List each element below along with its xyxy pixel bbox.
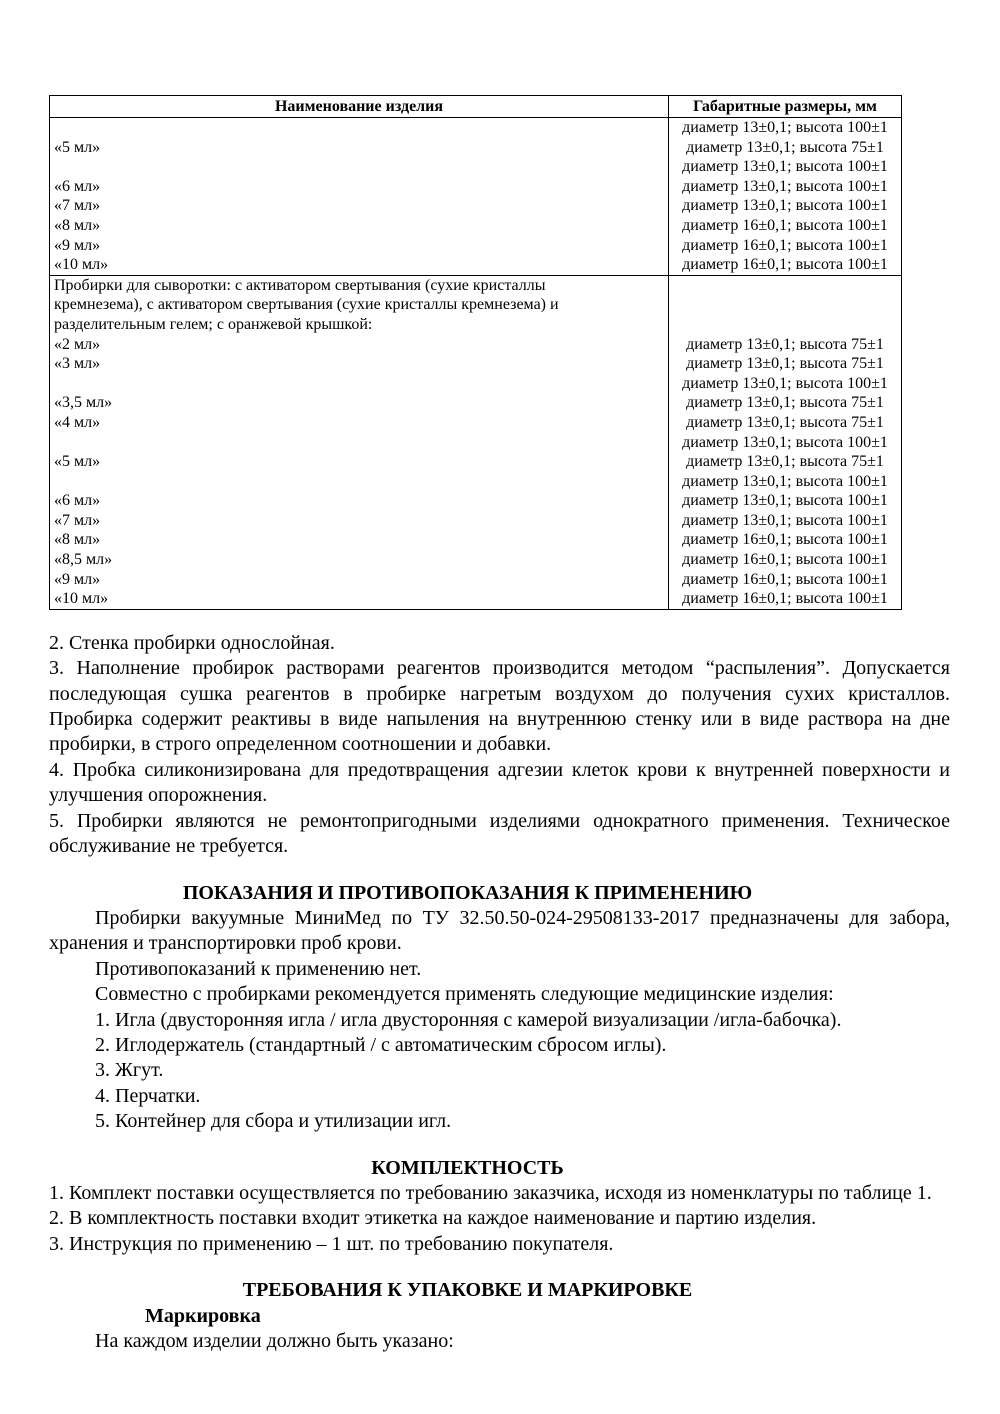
completeness-heading: КОМПЛЕКТНОСТЬ — [371, 1156, 564, 1179]
product-size: диаметр 13±0,1; высота 75±1 — [686, 394, 884, 412]
product-name: «3,5 мл» — [54, 394, 113, 412]
product-size: диаметр 16±0,1; высота 100±1 — [682, 236, 888, 254]
product-name: «10 мл» — [54, 256, 109, 274]
product-size: диаметр 13±0,1; высота 100±1 — [682, 511, 888, 529]
product-name: «3 мл» — [54, 355, 101, 373]
product-name: «5 мл» — [54, 453, 101, 471]
product-name: «7 мл» — [54, 197, 101, 215]
table-header-row — [50, 96, 902, 118]
paragraph-single-use: 5. Пробирки являются не ремонтопригодными изделиями однократного применения. Техническое обслуживание не требуется. — [49, 809, 950, 858]
recommended-device-item: 3. Жгут. — [95, 1059, 164, 1082]
product-name: «9 мл» — [54, 236, 101, 254]
product-size: диаметр 13±0,1; высота 75±1 — [686, 138, 884, 156]
product-size: диаметр 13±0,1; высота 100±1 — [682, 177, 888, 195]
paragraph-tube-wall: 2. Стенка пробирки однослойная. — [49, 631, 335, 654]
product-name: «8,5 мл» — [54, 551, 113, 569]
section2-size-cell — [669, 275, 902, 609]
product-size: диаметр 16±0,1; высота 100±1 — [682, 216, 888, 234]
completeness-item: 2. В комплектность поставки входит этикетка на каждое наименование и партию изделия. — [49, 1207, 817, 1230]
product-name: «9 мл» — [54, 570, 101, 588]
indications-recommended-intro: Совместно с пробирками рекомендуется применять следующие медицинские изделия: — [95, 983, 834, 1006]
completeness-item: 3. Инструкция по применению – 1 шт. по требованию покупателя. — [49, 1232, 614, 1255]
product-size: диаметр 13±0,1; высота 75±1 — [686, 453, 884, 471]
product-name — [50, 157, 668, 177]
section2-name-cell — [50, 275, 669, 609]
product-name: «4 мл» — [54, 413, 101, 431]
recommended-devices-list — [49, 1008, 950, 1135]
indications-contraindications: Противопоказаний к применению нет. — [95, 957, 422, 980]
section2-size-lines — [669, 335, 901, 609]
product-size: диаметр 13±0,1; высота 100±1 — [682, 119, 888, 136]
recommended-device-item: 1. Игла (двусторонняя игла / игла двусторонняя с камерой визуализации /игла-бабочка). — [95, 1008, 842, 1031]
completeness-item: 1. Комплект поставки осуществляется по требованию заказчика, исходя из номенклатуры по таблице 1. — [49, 1181, 932, 1204]
section2-intro-line: разделительным гелем; с оранжевой крышкой: — [54, 315, 373, 333]
product-name: «6 мл» — [54, 492, 101, 510]
product-size: диаметр 16±0,1; высота 100±1 — [682, 570, 888, 588]
product-size: диаметр 13±0,1; высота 100±1 — [682, 197, 888, 215]
recommended-device-item: 2. Иглодержатель (стандартный / с автоматическим сбросом иглы). — [95, 1033, 667, 1056]
section2-intro — [50, 276, 668, 335]
product-size: диаметр 13±0,1; высота 100±1 — [682, 433, 888, 451]
marking-intro: На каждом изделии должно быть указано: — [95, 1330, 454, 1353]
product-name: «8 мл» — [54, 531, 101, 549]
marking-subheading: Маркировка — [145, 1304, 261, 1327]
completeness-list — [49, 1181, 950, 1257]
product-size: диаметр 13±0,1; высота 75±1 — [686, 355, 884, 373]
product-size: диаметр 16±0,1; высота 100±1 — [682, 590, 888, 608]
product-name — [50, 118, 668, 138]
product-name: «5 мл» — [54, 138, 101, 156]
product-size: диаметр 16±0,1; высота 100±1 — [682, 256, 888, 274]
product-size: диаметр 13±0,1; высота 75±1 — [686, 335, 884, 353]
packaging-heading: ТРЕБОВАНИЯ К УПАКОВКЕ И МАРКИРОВКЕ — [242, 1279, 693, 1302]
product-size: диаметр 16±0,1; высота 100±1 — [682, 551, 888, 569]
product-name — [50, 433, 668, 453]
product-name — [50, 374, 668, 394]
product-name — [50, 472, 668, 492]
product-name: «6 мл» — [54, 177, 101, 195]
recommended-device-item: 5. Контейнер для сбора и утилизации игл. — [95, 1110, 452, 1133]
product-size: диаметр 13±0,1; высота 100±1 — [682, 492, 888, 510]
product-size: диаметр 16±0,1; высота 100±1 — [682, 531, 888, 549]
section1-size-lines — [669, 118, 901, 275]
product-name: «7 мл» — [54, 511, 101, 529]
indications-heading: ПОКАЗАНИЯ И ПРОТИВОПОКАЗАНИЯ К ПРИМЕНЕНИЮ — [182, 881, 753, 904]
table-header-size: Габаритные размеры, мм — [669, 96, 902, 118]
paragraph-stopper: 4. Пробка силиконизирована для предотвращения адгезии клеток крови к внутренней поверхности и улучшения опорожнения. — [49, 758, 950, 807]
section2-intro-line: Пробирки для сыворотки: с активатором свертывания (сухие кристаллы — [54, 276, 546, 294]
section1-name-lines — [50, 118, 668, 275]
section2-size-spacer — [669, 276, 901, 335]
table-section1-row — [50, 118, 902, 276]
section2-name-lines — [50, 335, 668, 609]
product-size: диаметр 13±0,1; высота 75±1 — [686, 413, 884, 431]
table-header-name: Наименование изделия — [50, 96, 669, 118]
product-size: диаметр 13±0,1; высота 100±1 — [682, 374, 888, 392]
product-size-table — [49, 95, 902, 610]
product-name: «10 мл» — [54, 590, 109, 608]
section1-name-cell — [50, 118, 669, 276]
product-name: «8 мл» — [54, 216, 101, 234]
table-section2-row — [50, 275, 902, 609]
section1-size-cell — [669, 118, 902, 276]
section2-intro-line: кремнезема), с активатором свертывания (сухие кристаллы кремнезема) и — [54, 296, 559, 314]
product-size: диаметр 13±0,1; высота 100±1 — [682, 158, 888, 176]
product-name: «2 мл» — [54, 335, 101, 353]
recommended-device-item: 4. Перчатки. — [95, 1084, 201, 1107]
paragraph-filling-method: 3. Наполнение пробирок растворами реагентов производится методом “распыления”. Допускается последующая сушка реагентов в пробирке нагретым воздухом до получения сухих кристаллов. Пробирка содержит реактивы в виде напыления на внутреннюю стенку или в виде раствора на дне пробирки, в строго определенном соотношении и добавки. — [49, 657, 950, 756]
indications-purpose: Пробирки вакуумные МиниМед по ТУ 32.50.50-024-29508133-2017 предназначены для забора, хранения и транспортировки проб крови. — [49, 906, 950, 955]
document-body — [49, 631, 950, 1355]
product-size: диаметр 13±0,1; высота 100±1 — [682, 472, 888, 490]
